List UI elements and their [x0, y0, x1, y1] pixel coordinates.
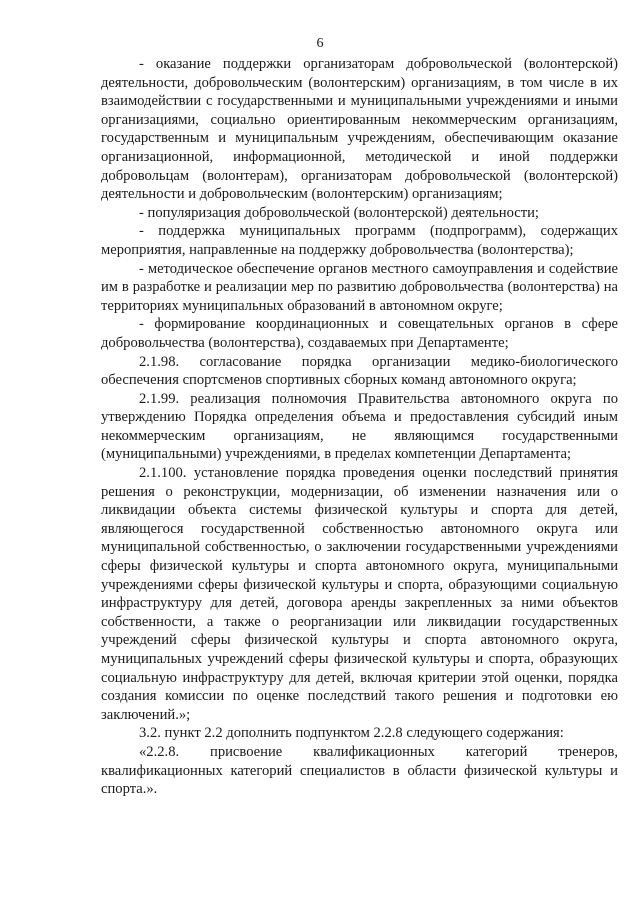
paragraph-3-2: 3.2. пункт 2.2 дополнить подпунктом 2.2.8 следующего содержания: — [139, 725, 564, 742]
paragraph-popularization: - популяризация добровольческой (волонтерской) деятельности; — [139, 204, 539, 221]
paragraph-volunteer-support: - оказание поддержки организаторам добровольческой (волонтерской) деятельности, добровольческим (волонтерским) организациям, в том числе в их взаимодействии с государственными и муниципальными учреждениями и иными организациями, социально ориентированным некоммерческим организациям, государственным и муниципальным учреждениям, обеспечивающим оказание организационной, информационной, методической и иной поддержки добровольцам (волонтерам), организаторам добровольческой (волонтерской) деятельности и добровольческим (волонтерским) организациям; — [101, 56, 618, 203]
paragraph-2-1-100: 2.1.100. установление порядка проведения оценки последствий принятия решения о реконструкции, модернизации, об изменении назначения или о ликвидации объекта системы физической культуры и спорта для детей, являющегося государственной собственностью автономного округа или муниципальной собственностью, о заключении государственными учреждениями сферы физической культуры и спорта автономного округа, муниципальными учреждениями сферы физической культуры и спорта, образующими социальную инфраструктуру для детей, договора аренды закрепленных за ними объектов собственности, а также о реорганизации или ликвидации государственных учреждений сферы физической культуры и спорта автономного округа, муниципальных учреждений сферы физической культуры и спорта, образующих социальную инфраструктуру для детей, включая критерии этой оценки, порядка создания комиссии по оценке последствий такого решения и подготовки ею заключений.»; — [101, 465, 618, 723]
page-number: 6 — [316, 36, 324, 51]
document-body — [101, 55, 618, 799]
paragraph-2-2-8: «2.2.8. присвоение квалификационных категорий тренеров, квалификационных категорий специалистов в области физической культуры и спорта.». — [101, 743, 618, 798]
paragraph-municipal-programs: - поддержка муниципальных программ (подпрограмм), содержащих мероприятия, направленные на поддержку добровольчества (волонтерства); — [101, 223, 618, 258]
paragraph-methodical-support: - методическое обеспечение органов местного самоуправления и содействие им в разработке и реализации мер по развитию добровольчества (волонтерства) на территориях муниципальных образований в автономном округе; — [101, 260, 618, 314]
paragraph-coordination-bodies: - формирование координационных и совещательных органов в сфере добровольчества (волонтерства), создаваемых при Департаменте; — [101, 316, 618, 351]
paragraph-2-1-99: 2.1.99. реализация полномочия Правительства автономного округа по утверждению Порядка определения объема и предоставления субсидий иным некоммерческим организациям, не являющимся государственными (муниципальными) учреждениями, в пределах компетенции Департамента; — [101, 390, 618, 463]
paragraph-2-1-98: 2.1.98. согласование порядка организации медико-биологического обеспечения спортсменов спортивных сборных команд автономного округа; — [101, 353, 618, 389]
